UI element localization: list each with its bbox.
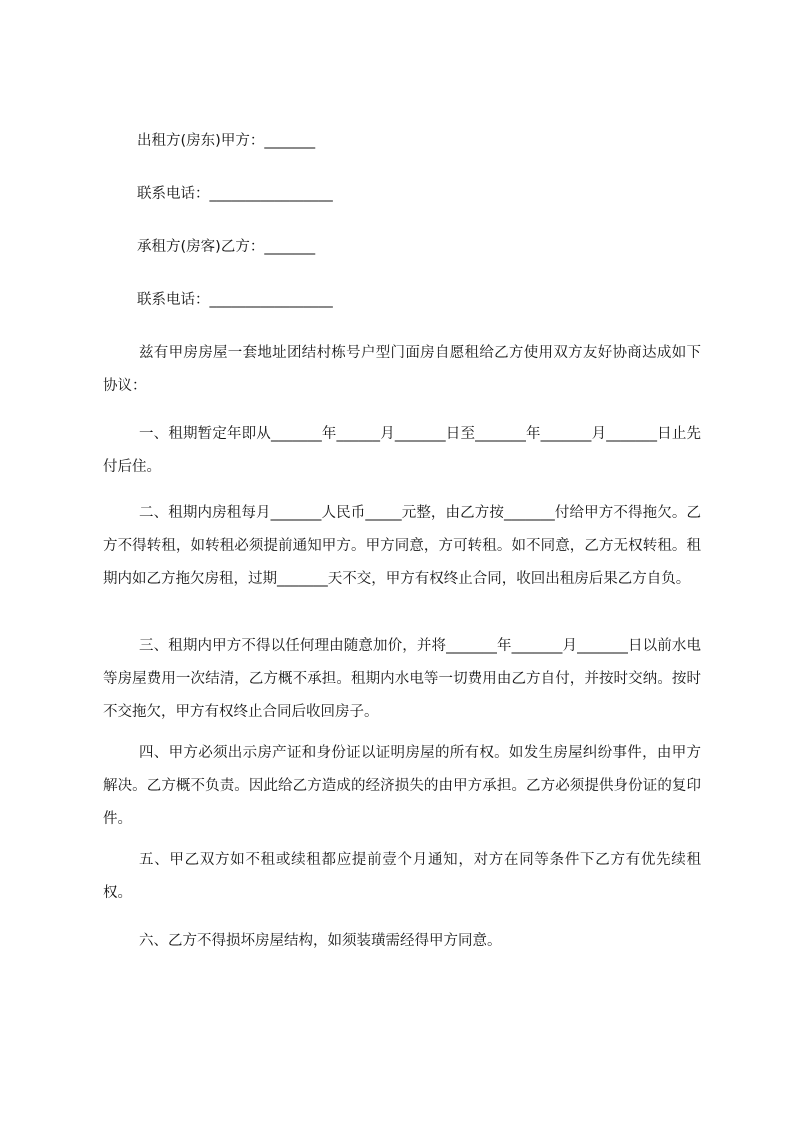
clause-5: 五、甲乙双方如不租或续租都应提前壹个月通知，对方在同等条件下乙方有优先续租权。 [103,852,701,901]
lessee-phone-field: 联系电话：_________________ [137,292,333,308]
clause-1: 一、租期暂定年即从_______年______月_______日至_______年_______月_______日止先付后住。 [103,426,701,475]
lessee-field: 承租方(房客)乙方：_______ [137,239,316,255]
clause-6: 六、乙方不得损坏房屋结构，如须装璜需经得甲方同意。 [139,933,502,949]
lessor-field: 出租方(房东)甲方：_______ [137,133,316,149]
clause-3: 三、租期内甲方不得以任何理由随意加价，并将_______年_______月_______日以前水电等房屋费用一次结清，乙方概不承担。租期内水电等一切费用由乙方自付，并按时交纳。按时不交拖欠，甲方有权终止合同后收回房子。 [103,638,701,720]
clause-2: 二、租期内房租每月_______人民币_____元整，由乙方按_______付给甲方不得拖欠。乙方不得转租，如转租必须提前通知甲方。甲方同意，方可转租。如不同意，乙方无权转租。租期内如乙方拖欠房租，过期_______天不交，甲方有权终止合同，收回出租房后果乙方自负。 [103,505,701,587]
lessor-phone-field: 联系电话：_________________ [137,186,333,202]
clause-4: 四、甲方必须出示房产证和身份证以证明房屋的所有权。如发生房屋纠纷事件，由甲方解决。乙方概不负责。因此给乙方造成的经济损失的由甲方承担。乙方必须提供身份证的复印件。 [103,745,701,827]
intro-paragraph: 兹有甲房房屋一套地址团结村栋号户型门面房自愿租给乙方使用双方友好协商达成如下协议： [103,345,701,394]
